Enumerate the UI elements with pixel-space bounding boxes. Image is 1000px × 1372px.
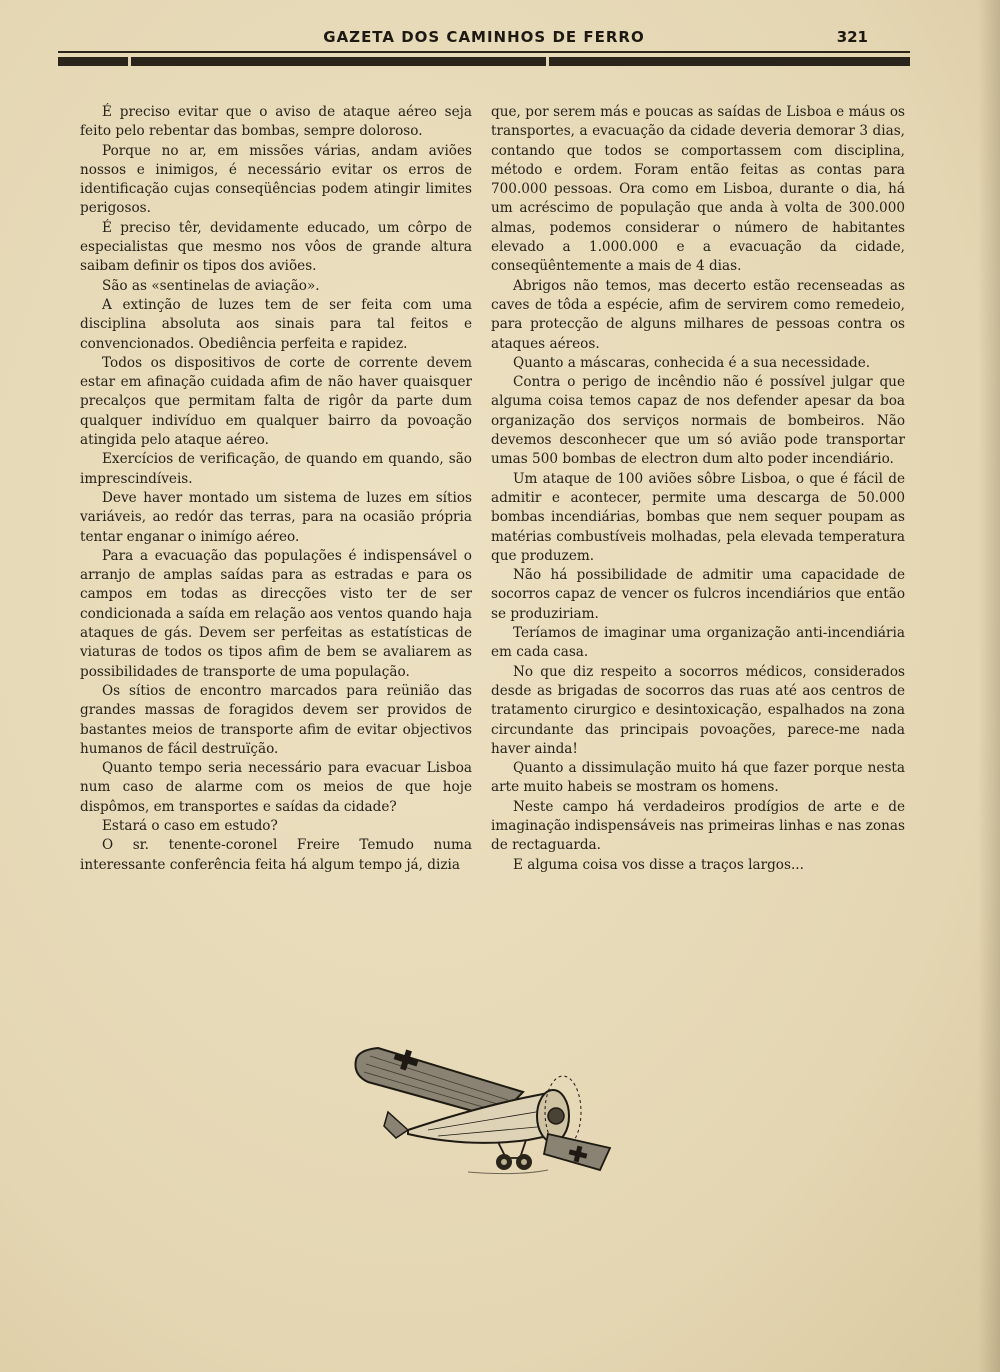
paragraph: Deve haver montado um sistema de luzes em sítios variáveis, ao redór das terras, para na ocasião própria tentar enganar o inimígo aéreo. <box>80 489 472 545</box>
page-number: 321 <box>836 28 868 46</box>
paragraph: Abrigos não temos, mas decerto estão recenseadas as caves de tôda a espécie, afim de servirem como remedeio, para protecção de alguns milhares de pessoas contra os ataques aéreos. <box>491 277 905 352</box>
paragraph: Quanto a máscaras, conhecida é a sua necessidade. <box>513 354 871 371</box>
paragraph: O sr. tenente-coronel Freire Temudo numa interessante conferência feita há algum tempo já, dizia <box>80 837 472 873</box>
paragraph: Contra o perigo de incêndio não é possível julgar que alguma coisa temos capaz de nos defender apesar da boa organização dos serviços normais de bombeiros. Não devemos desconhecer que um só avião pode transportar umas 500 bombas de electron dum alto poder incendiário. <box>491 374 905 468</box>
paragraph: Porque no ar, em missões várias, andam aviões nossos e inimigos, é necessário evitar os erros de identificação cujas conseqüências podem atingir limites perigosos. <box>80 142 472 217</box>
paragraph: Neste campo há verdadeiros prodígios de arte e de imaginação indispensáveis nas primeiras linhas e nas zonas de rectaguarda. <box>491 798 905 854</box>
left-column <box>80 103 472 875</box>
page-edge-shadow <box>978 0 1000 1372</box>
header-rule-thin <box>58 51 910 53</box>
right-column <box>491 103 905 875</box>
paragraph: Um ataque de 100 aviões sôbre Lisboa, o que é fácil de admitir e acontecer, permite uma descarga de 50.000 bombas incendiárias, bombas que nem sequer poupam as matérias combustíveis molhadas, pela elevada temperatura que produzem. <box>491 470 905 564</box>
paragraph: É preciso têr, devidamente educado, um côrpo de especialistas que mesmo nos vôos de grande altura saibam definir os tipos dos aviões. <box>80 219 472 275</box>
page-header <box>58 24 910 70</box>
publication-title: GAZETA DOS CAMINHOS DE FERRO <box>323 28 645 46</box>
paragraph: Quanto a dissimulação muito há que fazer porque nesta arte muito habeis se mostram os homens. <box>491 760 905 796</box>
paragraph: São as «sentinelas de aviação». <box>102 277 320 294</box>
paragraph: E alguma coisa vos disse a traços largos... <box>513 856 804 873</box>
header-rule-gap <box>128 57 131 66</box>
paragraph: Todos os dispositivos de corte de corrente devem estar em afinação cuidada afim de não haver quaisquer precalços que permitam falta de rigôr da parte dum qualquer indivíduo em qualquer bairro da povoação atingida pelo ataque aéreo. <box>80 354 472 449</box>
paragraph: No que diz respeito a socorros médicos, considerados desde as brigadas de socorros das ruas até aos centros de tratamento cirurgico e desintoxicação, espalhados na zona circundante das principais povoações, parece-me nada haver ainda! <box>491 663 905 757</box>
paragraph: Para a evacuação das populações é indispensável o arranjo de amplas saídas para as estradas e para os campos em todas as direcções visto ter de ser condicionada a saída em relação aos ventos quando haja ataques de gás. Devem ser perfeitas as estatísticas de viaturas de todos os tipos afim de bem se avaliarem as possibilidades de transporte de uma população. <box>80 547 472 680</box>
paragraph: Exercícios de verificação, de quando em quando, são imprescindíveis. <box>80 451 472 487</box>
paragraph: Os sítios de encontro marcados para reünião das grandes massas de foragidos devem ser providos de bastantes meios de transporte afim de evitar objectivos humanos de fácil destruïção. <box>80 682 472 757</box>
monoplane-airplane-icon <box>348 1030 618 1180</box>
paragraph: Quanto tempo seria necessário para evacuar Lisboa num caso de alarme com os meios de que hoje dispômos, em transportes e saídas da cidade? <box>80 760 472 815</box>
airplane-illustration <box>348 1030 618 1180</box>
header-rule-gap <box>546 57 549 66</box>
header-rule-thick <box>58 57 910 66</box>
paragraph: Estará o caso em estudo? <box>102 817 278 834</box>
paragraph: É preciso evitar que o aviso de ataque aéreo seja feito pelo rebentar das bombas, sempre doloroso. <box>80 104 472 140</box>
paragraph: que, por serem más e poucas as saídas de Lisboa e máus os transportes, a evacuação da cidade deveria demorar 3 dias, contando que todos se comportassem com disciplina, método e ordem. Foram então feitas as contas para 700.000 pessoas. Ora como em Lisboa, durante o dia, há um acréscimo de população que anda à volta de 300.000 almas, podemos considerar o número de habitantes elevado a 1.000.000 e a evacuação da cidade, conseqüêntemente a mais de 4 dias. <box>491 104 905 275</box>
paragraph: A extinção de luzes tem de ser feita com uma disciplina absoluta aos sinais para tal feitos e convencionados. Obediência perfeita e rapidez. <box>80 296 472 352</box>
paragraph: Teríamos de imaginar uma organização anti-incendiária em cada casa. <box>491 625 905 661</box>
paragraph: Não há possibilidade de admitir uma capacidade de socorros capaz de vencer os fulcros incendiários que então se produziriam. <box>491 567 905 622</box>
